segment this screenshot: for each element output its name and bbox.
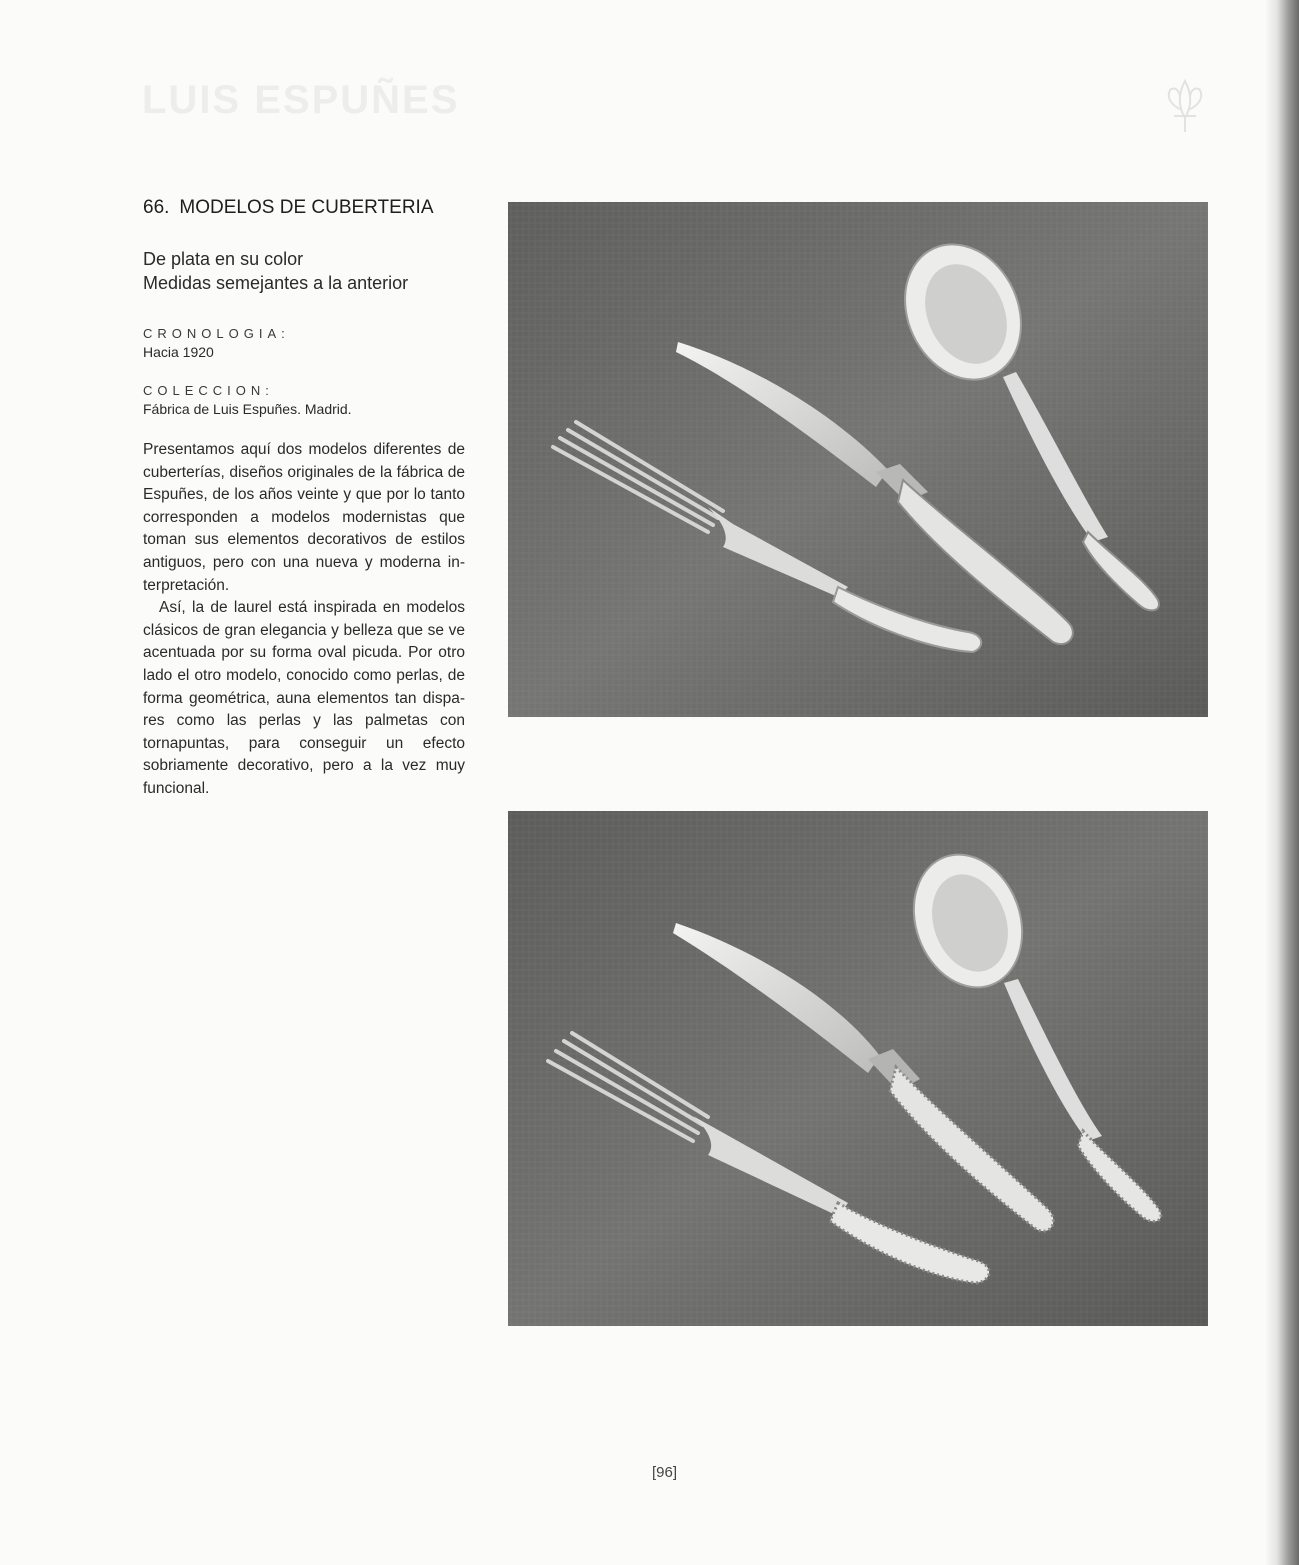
collection-label: COLECCION: (143, 383, 274, 398)
subtitle-line: De plata en su color (143, 249, 304, 269)
chronology-label: CRONOLOGIA: (143, 326, 290, 341)
body-paragraph: Presentamos aquí dos modelos diferentes de cuberterías, diseños originales de la fábrica de Espuñes, de los años veinte y que por lo tanto corresponden a modelos modernistas que toman sus elementos decorativos de estilos antiguos, pero con una nueva y moderna interpretación. (143, 441, 465, 594)
entry-number: 66. (143, 197, 170, 218)
collection-value: Fábrica de Luis Espuñes. Madrid. (143, 401, 352, 417)
entry-title-text: MODELOS DE CUBERTERIA (179, 197, 434, 218)
body-paragraph: Así, la de laurel está inspirada en modelos clásicos de gran elegancia y belleza que se ve acentuada por su forma oval picuda. Por otro lado el otro modelo, conocido como perlas, de forma geométrica, auna elementos tan dispares como las perlas y las palmetas con tornapuntas, para conseguir un efecto sobriamente decorativo, pero a la vez muy funcional. (143, 599, 465, 797)
cutlery-photo-laurel (508, 202, 1208, 717)
entry-subtitle (143, 247, 473, 295)
cutlery-illustration (508, 202, 1208, 717)
cutlery-photo-pearls (508, 811, 1208, 1326)
body-text (143, 439, 465, 801)
subtitle-line: Medidas semejantes a la anterior (143, 273, 409, 293)
running-head: LUIS ESPUÑES (142, 78, 460, 122)
fleur-de-lis-icon (1160, 76, 1210, 136)
entry-title (143, 197, 483, 219)
page-number: [96] (652, 1464, 678, 1481)
page-gutter-shadow (1265, 0, 1299, 1565)
chronology-value: Hacia 1920 (143, 344, 214, 360)
cutlery-illustration (508, 811, 1208, 1326)
